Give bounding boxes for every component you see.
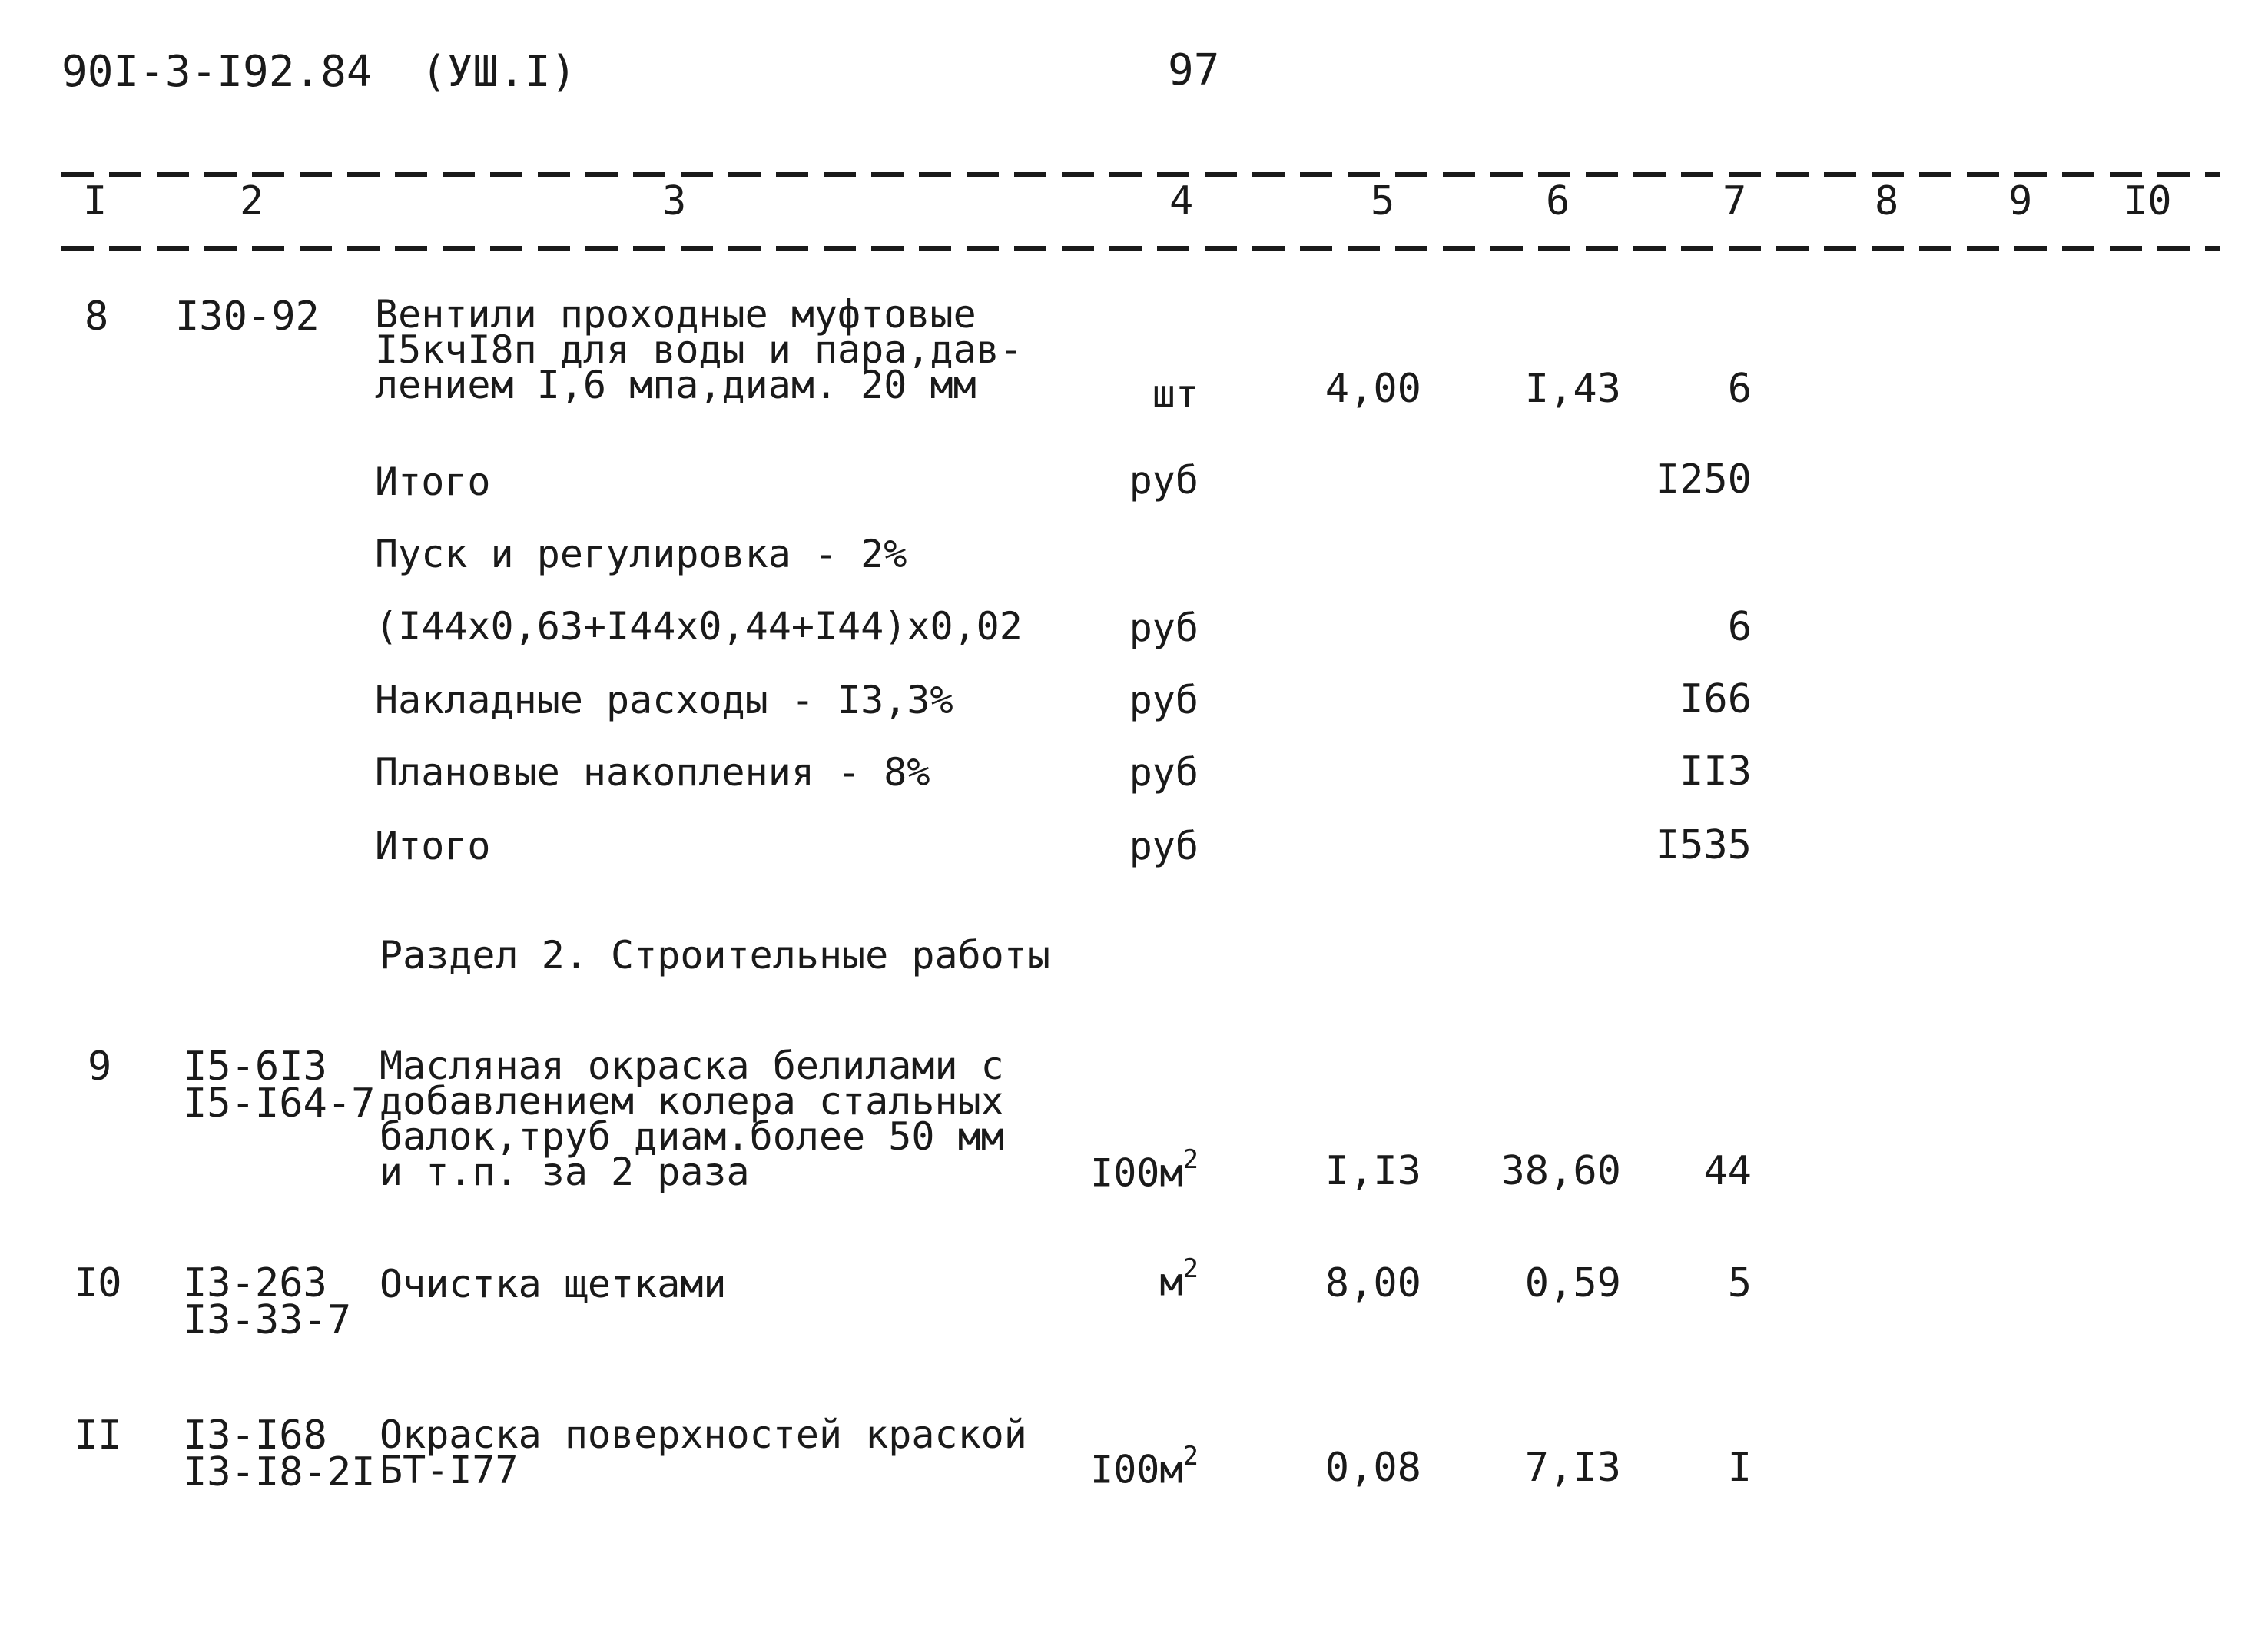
unit-price: 38,60 [1500,1148,1621,1194]
column-number-3: 3 [662,178,687,224]
total-cost: I [1727,1445,1752,1491]
price-code: I30-92 [175,294,320,340]
unit: руб [1129,678,1199,722]
item-description: Итого [375,824,491,868]
price-code: I5-6I3 [183,1044,327,1090]
unit: руб [1129,458,1199,503]
item-description: Масляная окраска белилами с добавлением колера стальных балок,труб диам.более 50 мм и т.п. за 2 раза [380,1044,1004,1194]
unit: $м^2$ [1159,1253,1199,1305]
total-cost: I66 [1679,676,1752,722]
document-code: 90I-3-I92.84 [61,47,373,97]
unit-price: 7,I3 [1524,1445,1621,1491]
quantity: 0,08 [1325,1445,1421,1491]
quantity: 4,00 [1325,366,1421,412]
row-number: 8 [85,294,109,340]
column-number-9: 9 [2008,178,2033,224]
column-number-4: 4 [1169,178,1194,224]
unit: руб [1129,606,1199,650]
column-number-2: 2 [240,178,264,224]
unit-price: 0,59 [1524,1260,1621,1306]
quantity: I,I3 [1325,1148,1421,1194]
column-number-10: I0 [2124,178,2172,224]
album-number: (УШ.I) [421,47,577,97]
section-heading: Раздел 2. Строительные работы [380,933,1050,977]
total-cost: 5 [1727,1260,1752,1306]
total-cost: I535 [1655,822,1752,868]
header-top-rule [61,172,2220,177]
item-description: (I44x0,63+I44x0,44+I44)x0,02 [375,604,1023,649]
page-number: 97 [1168,45,1220,95]
unit: шт [1152,371,1199,417]
column-number-6: 6 [1546,178,1570,224]
unit: $I00м^2$ [1090,1144,1199,1196]
unit: руб [1129,824,1199,868]
total-cost: 6 [1727,366,1752,412]
item-description: Итого [375,460,491,504]
total-cost: 6 [1727,604,1752,650]
column-number-1: I [83,178,108,224]
price-code-secondary: I3-I8-2I [183,1449,376,1495]
column-number-8: 8 [1875,178,1899,224]
price-code-secondary: I5-I64-7 [183,1080,376,1127]
row-number: II [74,1412,122,1459]
quantity: 8,00 [1325,1260,1421,1306]
header-bottom-rule [61,246,2220,251]
unit: $I00м^2$ [1090,1441,1199,1492]
item-description: Плановые накопления - 8% [375,750,930,795]
column-number-5: 5 [1371,178,1395,224]
price-code: I3-I68 [183,1412,327,1459]
item-description: Очистка щетками [380,1262,727,1306]
total-cost: II3 [1679,748,1752,795]
item-description: Вентили проходные муфтовые I5кчI8п для воды и пара,дав- лением I,6 мпа,диам. 20 мм [375,292,1023,407]
item-description: Окраска поверхностей краской БТ-I77 [380,1412,1027,1492]
item-description: Пуск и регулировка - 2% [375,532,907,576]
total-cost: 44 [1703,1148,1752,1194]
item-description: Накладные расходы - I3,3% [375,678,953,722]
price-code-secondary: I3-33-7 [183,1297,352,1343]
row-number: 9 [88,1044,112,1090]
row-number: I0 [74,1260,122,1306]
price-code: I3-263 [183,1260,327,1306]
total-cost: I250 [1655,456,1752,503]
unit-price: I,43 [1524,366,1621,412]
unit: руб [1129,750,1199,795]
column-number-7: 7 [1723,178,1747,224]
